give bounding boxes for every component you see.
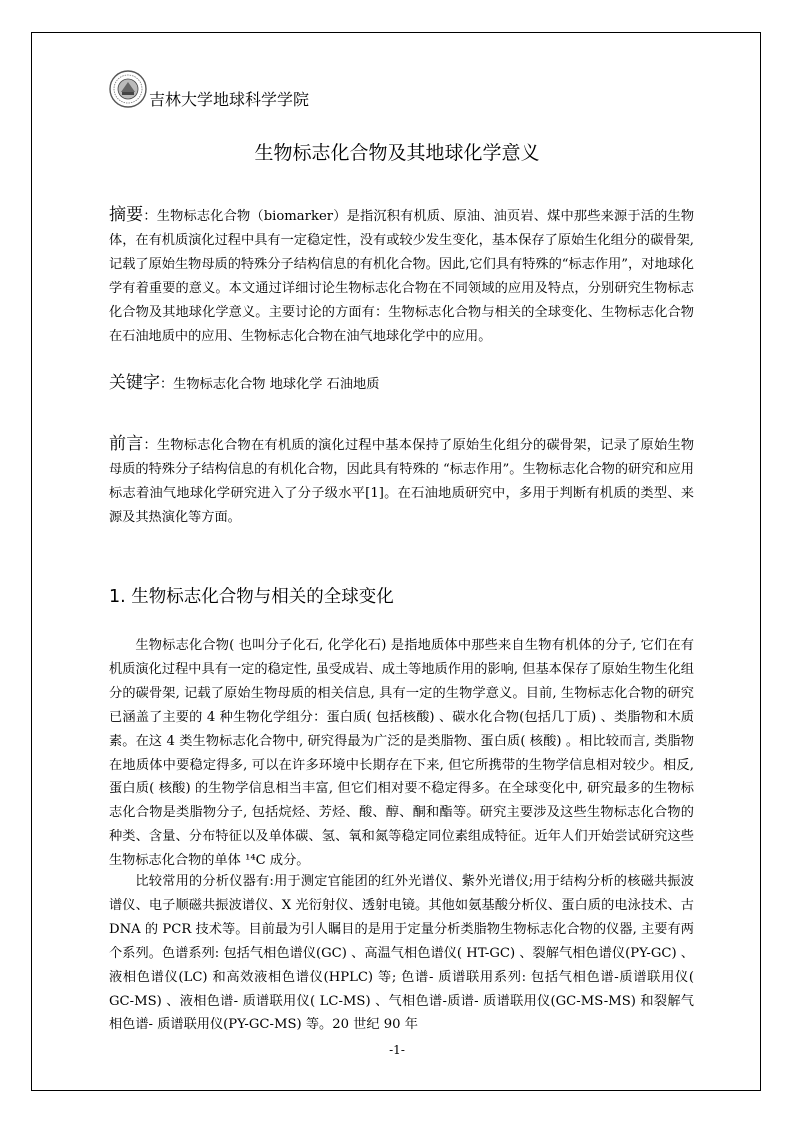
paper-title: 生物标志化合物及其地球化学意义 [254,142,540,164]
university-seal-icon [109,70,147,108]
abstract-text: ：生物标志化合物（biomarker）是指沉积有机质、原油、油页岩、煤中那些来源于活的生物体，在有机质演化过程中具有一定稳定性，没有或较少发生变化，基本保存了原始生化组分的碳骨架,记载了原始生物母质的特殊分子结构信息的有机化合物。因此,它们具有特殊的“标志作用”，对地球化学有着重要的意义。本文通过详细讨论生物标志化合物在不同领域的应用及特点，分别研究生物标志化合物及其地球化学意义。主要讨论的方面有：生物标志化合物与相关的全球变化、生物标志化合物在石油地质中的应用、生物标志化合物在油气地球化学中的应用。 [109,209,695,344]
keywords-text: ：生物标志化合物 地球化学 石油地质 [160,377,380,392]
keywords [109,371,694,397]
keywords-label: 关键字 [109,373,160,393]
preface [109,432,694,530]
section-paragraph-2: 比较常用的分析仪器有:用于测定官能团的红外光谱仪、紫外光谱仪;用于结构分析的核磁共振波谱仪、电子顺磁共振波谱仪、X 光衍射仪、透射电镜。其他如氨基酸分析仪、蛋白质的电泳技术、古 DNA 的 PCR 技术等。目前最为引人瞩目的是用于定量分析类脂物生物标志化合物的仪器, 主要有两个系列。色谱系列: 包括气相色谱仪(GC) 、高温气相色谱仪( HT-GC) 、裂解气相色谱仪(PY-GC) 、液相色谱仪(LC) 和高效液相色谱仪(HPLC) 等; 色谱- 质谱联用系列: 包括气相色谱-质谱联用仪( GC-MS) 、液相色谱- 质谱联用仪( LC-MS) 、气相色谱-质谱- 质谱联用仪(GC-MS-MS) 和裂解气相色谱- 质谱联用仪(PY-GC-MS) 等。20 世纪 90 年 [109,874,694,1033]
preface-text: ：生物标志化合物在有机质的演化过程中基本保持了原始生化组分的碳骨架，记录了原始生物母质的特殊分子结构信息的有机化合物，因此具有特殊的 “标志作用”。生物标志化合物的研究和应用标志着油气地球化学研究进入了分子级水平[1]。在石油地质研究中，多用于判断有机质的类型、来源及其热演化等方面。 [109,438,695,525]
section-paragraph-1: 生物标志化合物( 也叫分子化石, 化学化石) 是指地质体中那些来自生物有机体的分子, 它们在有机质演化过程中具有一定的稳定性, 虽受成岩、成土等地质作用的影响, 但基本保存了原始生物生化组分的碳骨架, 记载了原始生物母质的相关信息, 具有一定的生物学意义。目前, 生物标志化合物的研究已涵盖了主要的 4 种生物化学组分：蛋白质( 包括核酸) 、碳水化合物(包括几丁质) 、类脂物和木质素。在这 4 类生物标志化合物中, 研究得最为广泛的是类脂物、蛋白质( 核酸) 。相比较而言, 类脂物在地质体中要稳定得多, 可以在许多环境中长期存在下来, 但它所携带的生物学信息相对较少。相反, 蛋白质( 核酸) 的生物学信息相当丰富, 但它们相对要不稳定得多。在全球变化中, 研究最多的生物标志化合物是类脂物分子, 包括烷烃、芳烃、酸、醇、酮和酯等。研究主要涉及这些生物标志化合物的种类、含量、分布特征以及单体碳、氢、氧和氮等稳定同位素组成特征。近年人们开始尝试研究这些生物标志化合物的单体 ¹⁴C 成分。 [109,638,694,869]
org-name: 吉林大学地球科学学院 [149,90,310,109]
page-number: -1- [389,1043,405,1057]
abstract-label: 摘要 [109,205,144,225]
header [109,70,309,108]
preface-label: 前言 [109,434,144,454]
abstract [109,203,694,349]
section-heading: 1. 生物标志化合物与相关的全球变化 [109,587,394,607]
